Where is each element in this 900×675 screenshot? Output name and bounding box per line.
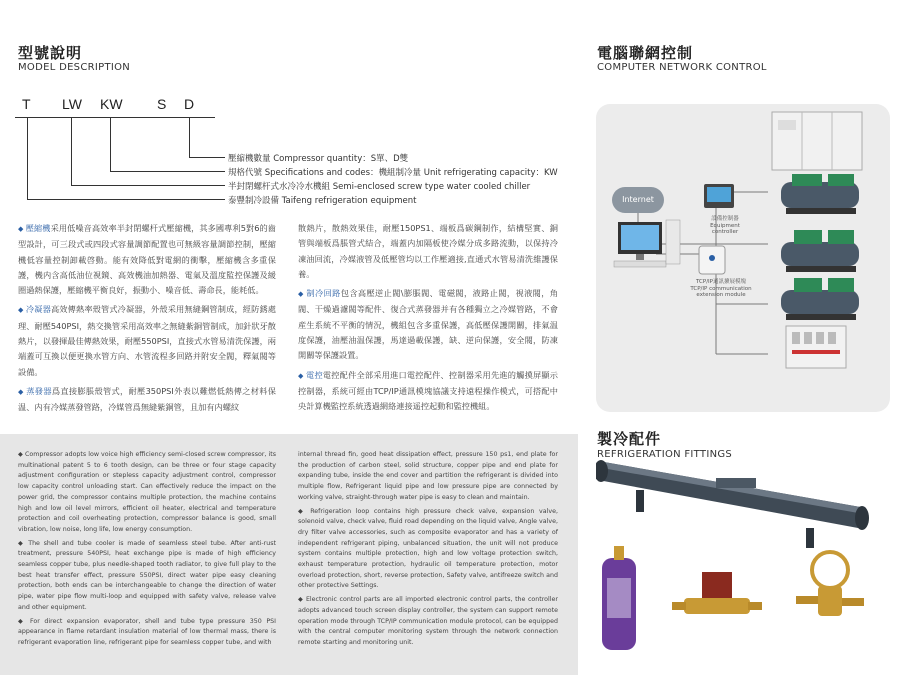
screw-chiller-unit-1: [781, 174, 859, 214]
bracket-t-h: [27, 199, 225, 200]
model-description-title-zh: 型號說明: [18, 44, 83, 62]
legend-compressor-quantity: 壓縮機數量 Compressor quantity：S單、D雙: [228, 154, 409, 164]
english-column-1: [18, 450, 276, 652]
code-letter-d: D: [184, 96, 195, 112]
equipment-controller-label: 設備控制器 Equipment controller: [710, 216, 740, 235]
computer-icon: [614, 220, 680, 267]
zh-paragraph-compressor: ◆ 壓縮機采用低噪音高效率半封閉螺杆式壓縮機，其多國專利5對6的齒型設計，可三段式或四段式容量調節配置也可無級容量調節控制，壓縮機低容量控制卸載啓動。能有效降低對電網的衝擊，壓縮機含多重保護，機内含高低油位視鏡、高效機油加熱器、電氣及溫度監控保護及緩圈過熱保護，壓縮機平衡良好，振動小、噪音低、壽命長，能耗低。: [18, 223, 276, 296]
chinese-column-2: [298, 221, 558, 419]
en-paragraph-electric-control: ◆ Electronic control parts are all imported electronic control parts, the controller adopts advanced touch screen display controller, the system can support remote operation mode through TCP/IP communication module protocol, can be equipped with the central computer monitoring system through the network connection remote starting and monitoring unit.: [298, 596, 558, 646]
code-letter-kw: KW: [100, 96, 123, 112]
fittings-illustration: [596, 448, 896, 668]
fittings-title-zh: 製冷配件: [597, 430, 662, 448]
code-letter-lw: LW: [62, 96, 82, 112]
chiller-cabinet-unit: [772, 112, 862, 170]
filter-drier-image: [602, 546, 636, 650]
legend-manufacturer: 泰豐制冷設備 Taifeng refrigeration equipment: [228, 196, 417, 206]
bracket-kw: [110, 117, 111, 171]
zh-paragraph-electric-control: ◆ 電控電控配件全部采用進口電控配件、控制器采用先進的觸摸屏顯示控制器，系統可經由TCP/IP通訊模塊協議支持遠程操作模式，可搭配中央計算機監控系統透過網絡連接遥控起動和監控機組。: [298, 369, 558, 412]
bracket-lw: [71, 117, 72, 185]
screw-chiller-unit-2: [781, 230, 859, 272]
zh-paragraph-refrigeration-loop: ◆ 制冷回路包含高壓逆止閥\膨脹閥、電磁閥，液路止閥，視液閥，角閥、干燥過濾閥等配件、復合式蒸發器并有各種獨立之冷媒管路，不會産生系統不平衡的情況，機組包含多重保護，高低壓保護開關，排氣温度保護，油壓油温保護，馬達過載保護，缺、逆向保護，安全閥，防凍開關等保護設置。: [298, 288, 558, 361]
chinese-column-1: [18, 221, 276, 420]
tcpip-module-icon: [699, 246, 725, 274]
zh-paragraph-evaporator: ◆ 蒸發器爲直接膨脹殼管式，耐壓350PSI外表以難燃低熱傳之材料保温、内有冷媒蒸發管路，冷媒管爲無縫紫銅管，且加有内螺紋: [18, 385, 276, 413]
network-title-zh: 電腦聯網控制: [597, 44, 694, 62]
bracket-kw-h: [110, 171, 225, 172]
tcpip-module-label: TCP/IP通訊擴展模塊 TCP/IP communication extension module: [690, 279, 752, 298]
bracket-d-h: [189, 157, 225, 158]
bracket-t: [27, 117, 28, 199]
network-title-en: COMPUTER NETWORK CONTROL: [597, 62, 767, 73]
air-cooled-unit: [786, 326, 846, 368]
en-paragraph-evaporator: ◆ For direct expansion evaporator, shell and tube type pressure 350 PSI appearance in flame retardant insulation material of low thermal mass, there is refrigerant evaporation line, refrigerant pipe for seamless copper tube, and with: [18, 617, 276, 646]
zh-paragraph-evaporator-cont: 散熱片，散熱效果佳，耐壓150PS1、端板爲碳鋼制作，結構堅實、銅管與端板爲脹管式結合，端蓋内加隔板使冷媒分成多路流動，以保持冷凍油回流，冷媒液管及低壓管均以工作壓適接,直通式水管易清洗維護保養。: [298, 223, 558, 279]
fittings-title-en: REFRIGERATION FITTINGS: [597, 449, 733, 460]
bracket-d: [189, 117, 190, 157]
expansion-valve-image: [796, 552, 864, 616]
equipment-controller-icon: [704, 184, 734, 208]
internet-cloud: Internet: [612, 187, 664, 213]
screw-chiller-unit-3: [781, 278, 859, 320]
bracket-lw-h: [71, 185, 225, 186]
model-description-title-en: MODEL DESCRIPTION: [18, 62, 131, 73]
legend-specification-codes: 規格代號 Specifications and codes：機組制冷量 Unit refrigerating capacity：KW: [228, 168, 558, 178]
network-diagram: [596, 104, 890, 412]
solenoid-valve-image: [672, 572, 762, 614]
code-letter-s: S: [157, 96, 167, 112]
english-column-2: [298, 450, 558, 652]
en-paragraph-evaporator-cont: internal thread fin, good heat dissipation effect, pressure 150 ps1, end plate for the production of carbon steel, solid structure, copper pipe and end plate for expanding tube, inside the end cover and partition the refrigerant is divided into multiple flow, Refrigerant liquid pipe and low pressure pipe are connected by working valve, straight-through water pipe is easy to clean and maintain.: [298, 451, 558, 501]
shell-tube-evaporator-image: [596, 460, 869, 548]
code-letter-t: T: [22, 96, 31, 112]
zh-paragraph-condenser: ◆ 冷凝器高效傳熱率殼管式冷凝器，外殼采用無縫鋼管制成，經防銹處理、耐壓540PSI，熱交換管采用高效率之無縫紫銅管制成，加針狀牙散熱片，以發揮最佳傳熱效果，耐壓550PSI，直接式水管易清洗保護，兩端蓋可互換以便更換水管方向、水管流程多回路并附安全閥，釋氣閥等設備。: [18, 304, 276, 377]
en-paragraph-compressor: ◆ Compressor adopts low voice high efficiency semi-closed screw compressor, its multinational patent 5 to 6 tooth design, can be three or four stage capacity adjustment configuration or stepless capacity adjustment control, compressor low capacity control unloading start. Can effectively reduce the impact on the power grid, the compressor contains multiple protection, the machine contains high and low oil level mirrors, efficient oil heater, electrical and temperature protection and coil overheating protection, compressor balance is good, small vibration, low noise, long life, low energy consumption.: [18, 451, 276, 533]
code-underline: [15, 117, 215, 118]
en-paragraph-condenser: ◆ The shell and tube cooler is made of seamless steel tube. After anti-rust treatment, pressure 540PSI, heat exchange pipe is made of high efficiency seamless copper tube, plus needle-shaped tooth radiator, to give full play to the best heat transfer effect, pressure 550PSI, direct water pipe easy cleaning protection, both ends can be interchangeable to change the direction of water pipe, water pipe flow multi-loop and equipped with safety valve, release valve and other equipment.: [18, 539, 276, 611]
en-paragraph-refrigeration-loop: ◆ Refrigeration loop contains high pressure check valve, expansion valve, solenoid valve, check valve, fluid road depending on the liquid valve, Angle valve, dry filter valve accessories, such as composite evaporator and has a variety of independent refrigerant piping, unbalanced situation, the unit will not produce system contains multiple protection, high and low voltage protection switch, exhaust temperature protection, hydraulic oil temperature protection, motor overload protection, short, reverse protection, Safety valve, antifreeze switch and other protective Settings.: [298, 507, 558, 590]
legend-chiller-type: 半封閉螺杆式水冷冷水機組 Semi-enclosed screw type water cooled chiller: [228, 182, 531, 192]
